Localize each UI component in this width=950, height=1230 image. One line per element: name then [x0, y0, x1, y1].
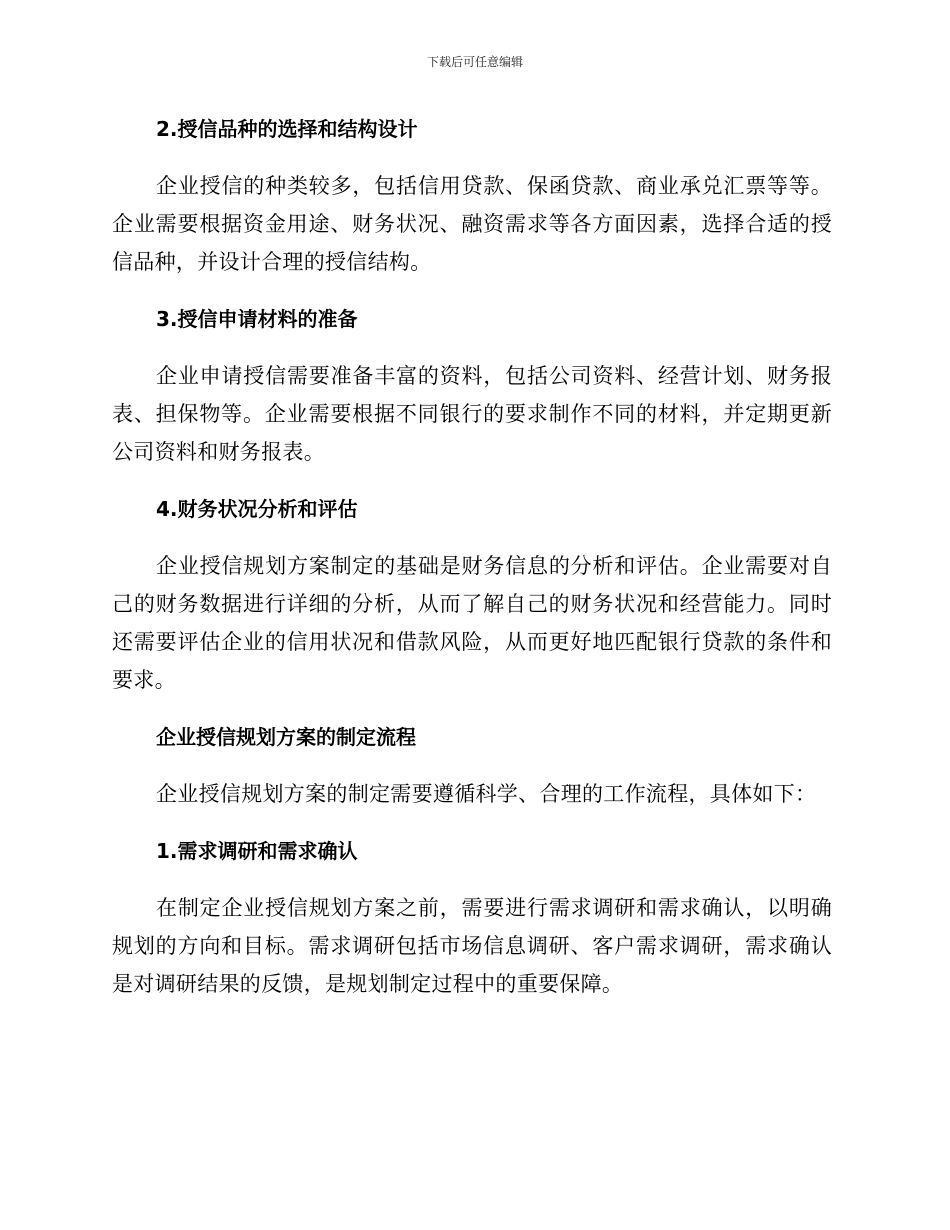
section-heading: 2.授信品种的选择和结构设计: [156, 117, 418, 141]
page-header: 下载后可任意编辑: [426, 55, 523, 69]
section-heading: 4.财务状况分析和评估: [156, 497, 358, 521]
body-paragraph: 企业申请授信需要准备丰富的资料，包括公司资料、经营计划、财务报表、担保物等。企业需要根据不同银行的要求制作不同的材料，并定期更新公司资料和财务报表。: [112, 364, 832, 464]
document-body: [112, 110, 832, 1022]
body-paragraph: 企业授信的种类较多，包括信用贷款、保函贷款、商业承兑汇票等等。企业需要根据资金用途、财务状况、融资需求等各方面因素，选择合适的授信品种，并设计合理的授信结构。: [112, 174, 832, 274]
body-paragraph: 企业授信规划方案制定的基础是财务信息的分析和评估。企业需要对自己的财务数据进行详细的分析，从而了解自己的财务状况和经营能力。同时还需要评估企业的信用状况和借款风险，从而更好地匹配银行贷款的条件和要求。: [112, 554, 832, 692]
body-paragraph: 在制定企业授信规划方案之前，需要进行需求调研和需求确认，以明确规划的方向和目标。需求调研包括市场信息调研、客户需求调研，需求确认是对调研结果的反馈，是规划制定过程中的重要保障。: [112, 896, 832, 996]
section-heading: 企业授信规划方案的制定流程: [156, 725, 416, 749]
section-heading: 3.授信申请材料的准备: [156, 307, 358, 331]
section-heading: 1.需求调研和需求确认: [156, 839, 358, 863]
body-paragraph: 企业授信规划方案的制定需要遵循科学、合理的工作流程，具体如下：: [156, 782, 817, 806]
